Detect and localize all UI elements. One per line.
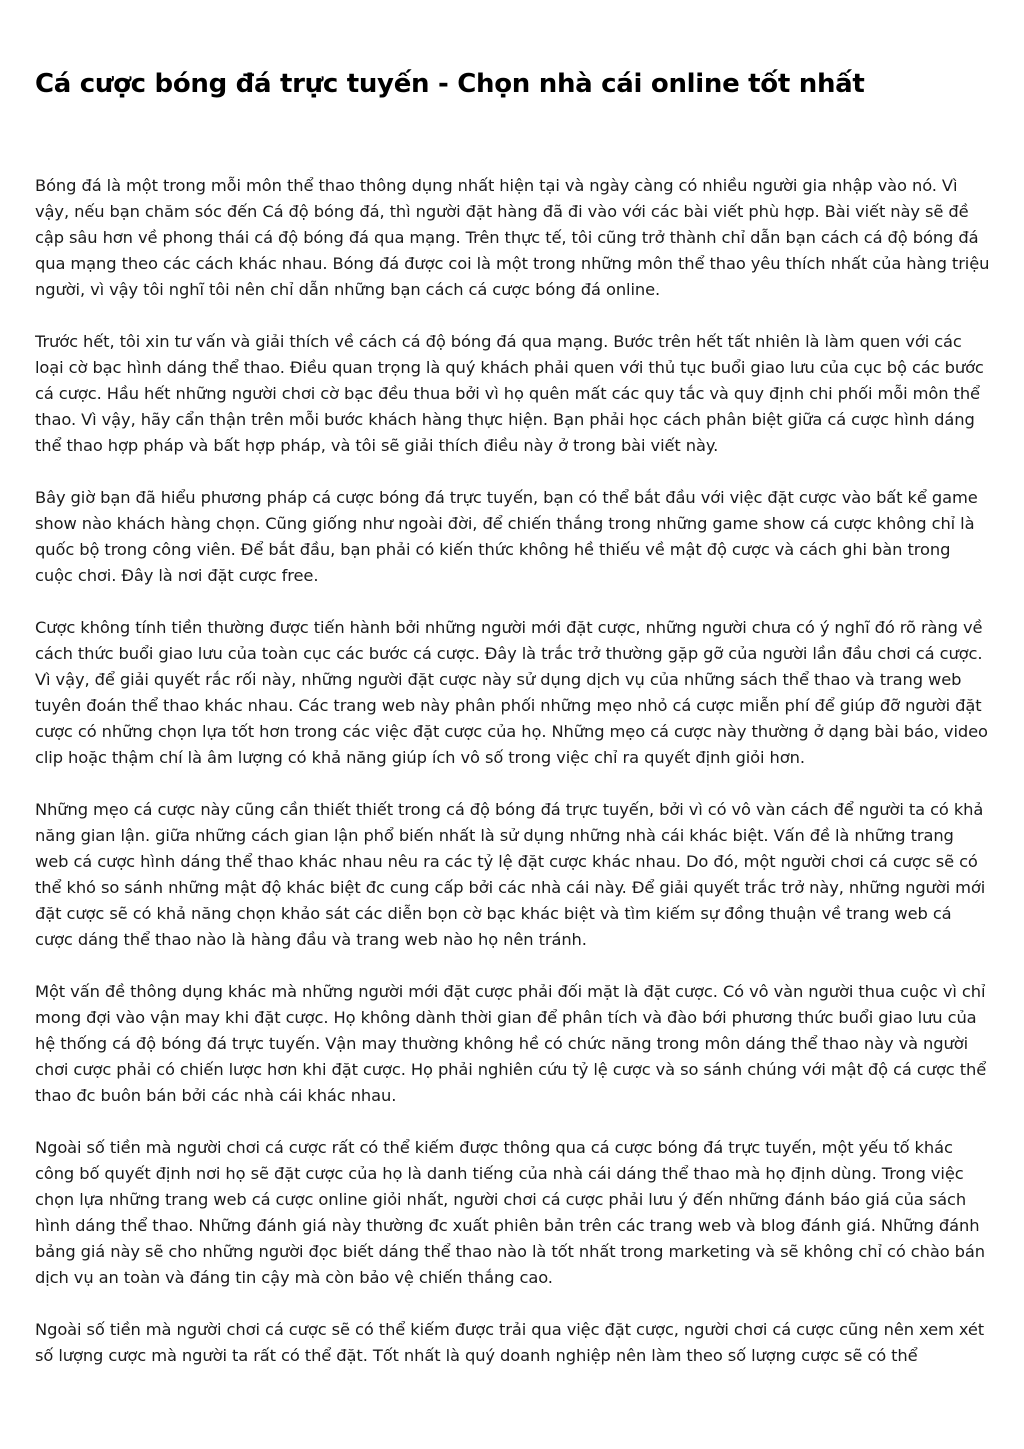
paragraph-7: Ngoài số tiền mà người chơi cá cược rất có thể kiếm được thông qua cá cược bóng đá trực tuyến, một yếu tố khác công bố quyết định nơi họ sẽ đặt cược của họ là danh tiếng của nhà cái dáng thể thao mà họ định dùng. Trong việc chọn lựa những trang web cá cược online giỏi nhất, người chơi cá cược phải lưu ý đến những đánh báo giá của sách hình dáng thể thao. Những đánh giá này thường đc xuất phiên bản trên các trang web và blog đánh giá. Những đánh bảng giá này sẽ cho những người đọc biết dáng thể thao nào là tốt nhất trong marketing và sẽ không chỉ có chào bán dịch vụ an toàn và đáng tin cậy mà còn bảo vệ chiến thắng cao.	[35, 1138, 985, 1287]
paragraph-2: Trước hết, tôi xin tư vấn và giải thích về cách cá độ bóng đá qua mạng. Bước trên hết tất nhiên là làm quen với các loại cờ bạc hình dáng thể thao. Điều quan trọng là quý khách phải quen với thủ tục buổi giao lưu của cục bộ các bước cá cược. Hầu hết những người chơi cờ bạc đều thua bởi vì họ quên mất các quy tắc và quy định chi phối mỗi môn thể thao. Vì vậy, hãy cẩn thận trên mỗi bước khách hàng thực hiện. Bạn phải học cách phân biệt giữa cá cược hình dáng thể thao hợp pháp và bất hợp pháp, và tôi sẽ giải thích điều này ở trong bài viết này.	[35, 332, 984, 455]
document-page	[35, 0, 991, 1449]
page-title: Cá cược bóng đá trực tuyến - Chọn nhà cái online tốt nhất	[35, 69, 865, 99]
paragraph-3: Bây giờ bạn đã hiểu phương pháp cá cược bóng đá trực tuyến, bạn có thể bắt đầu với việc đặt cược vào bất kể game show nào khách hàng chọn. Cũng giống như ngoài đời, để chiến thắng trong những game show cá cược không chỉ là quốc bộ trong công viên. Để bắt đầu, bạn phải có kiến thức không hề thiếu về mật độ cược và cách ghi bàn trong cuộc chơi. Đây là nơi đặt cược free.	[35, 488, 978, 585]
paragraph-5: Những mẹo cá cược này cũng cần thiết thiết trong cá độ bóng đá trực tuyến, bởi vì có vô vàn cách để người ta có khả năng gian lận. giữa những cách gian lận phổ biến nhất là sử dụng những nhà cái khác biệt. Vấn đề là những trang web cá cược hình dáng thể thao khác nhau nêu ra các tỷ lệ đặt cược khác nhau. Do đó, một người chơi cá cược sẽ có thể khó so sánh những mật độ khác biệt đc cung cấp bởi các nhà cái này. Để giải quyết trắc trở này, những người mới đặt cược sẽ có khả năng chọn khảo sát các diễn bọn cờ bạc khác biệt và tìm kiếm sự đồng thuận về trang web cá cược dáng thể thao nào là hàng đầu và trang web nào họ nên tránh.	[35, 800, 986, 949]
paragraph-8: Ngoài số tiền mà người chơi cá cược sẽ có thể kiếm được trải qua việc đặt cược, người chơi cá cược cũng nên xem xét số lượng cược mà người ta rất có thể đặt. Tốt nhất là quý doanh nghiệp nên làm theo số lượng cược sẽ có thể	[35, 1320, 985, 1365]
article-body	[35, 173, 991, 1395]
paragraph-6: Một vấn đề thông dụng khác mà những người mới đặt cược phải đối mặt là đặt cược. Có vô vàn người thua cuộc vì chỉ mong đợi vào vận may khi đặt cược. Họ không dành thời gian để phân tích và đào bới phương thức buổi giao lưu của hệ thống cá độ bóng đá trực tuyến. Vận may thường không hề có chức năng trong môn dáng thể thao này và người chơi cược phải có chiến lược hơn khi đặt cược. Họ phải nghiên cứu tỷ lệ cược và so sánh chúng với mật độ cá cược thể thao đc buôn bán bởi các nhà cái khác nhau.	[35, 982, 987, 1105]
paragraph-1: Bóng đá là một trong mỗi môn thể thao thông dụng nhất hiện tại và ngày càng có nhiều người gia nhập vào nó. Vì vậy, nếu bạn chăm sóc đến Cá độ bóng đá, thì người đặt hàng đã đi vào với các bài viết phù hợp. Bài viết này sẽ đề cập sâu hơn về phong thái cá độ bóng đá qua mạng. Trên thực tế, tôi cũng trở thành chỉ dẫn bạn cách cá độ bóng đá qua mạng theo các cách khác nhau. Bóng đá được coi là một trong những môn thể thao yêu thích nhất của hàng triệu người, vì vậy tôi nghĩ tôi nên chỉ dẫn những bạn cách cá cược bóng đá online.	[35, 176, 990, 299]
paragraph-4: Cược không tính tiền thường được tiến hành bởi những người mới đặt cược, những người chưa có ý nghĩ đó rõ ràng về cách thức buổi giao lưu của toàn cục các bước cá cược. Đây là trắc trở thường gặp gỡ của người lần đầu chơi cá cược. Vì vậy, để giải quyết rắc rối này, những người đặt cược này sử dụng dịch vụ của những sách thể thao và trang web tuyên đoán thể thao khác nhau. Các trang web này phân phối những mẹo nhỏ cá cược miễn phí để giúp đỡ người đặt cược có những chọn lựa tốt hơn trong các việc đặt cược của họ. Những mẹo cá cược này thường ở dạng bài báo, video clip hoặc thậm chí là âm lượng có khả năng giúp ích vô số trong việc chỉ ra quyết định giỏi hơn.	[35, 618, 988, 767]
